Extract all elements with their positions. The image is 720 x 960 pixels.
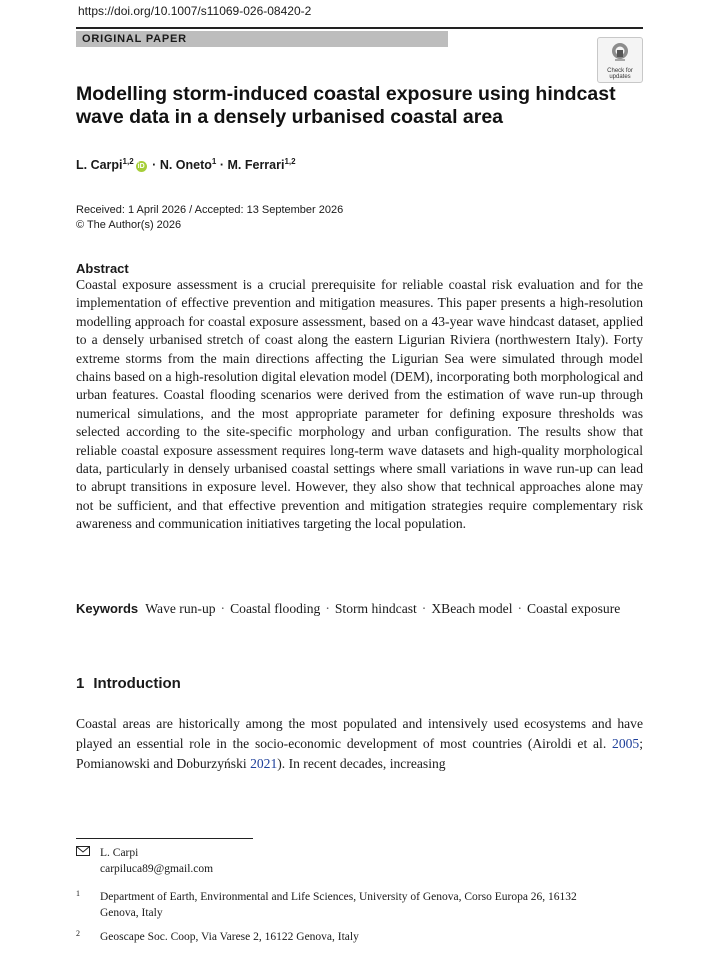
paper-type-band: ORIGINAL PAPER <box>76 31 448 47</box>
keyword-separator: · <box>421 601 427 616</box>
intro-text-middle: ; Pomianowski and Doburzyński <box>76 736 643 771</box>
keyword-item: Storm hindcast <box>334 601 417 616</box>
affiliation-mark: 2 <box>76 929 80 938</box>
author-list <box>76 157 296 172</box>
affiliation-text: Geoscape Soc. Coop, Via Varese 2, 16122 Genova, Italy <box>100 931 359 943</box>
header-rule <box>76 27 643 29</box>
section-title: Introduction <box>93 675 181 692</box>
section-heading-introduction <box>76 675 181 692</box>
corresponding-author-email[interactable]: carpiluca89@gmail.com <box>100 863 214 875</box>
intro-text-after: ). In recent decades, increasing <box>277 756 446 771</box>
corresponding-author <box>76 845 213 877</box>
abstract-text: Coastal exposure assessment is a crucial prerequisite for reliable coastal risk evaluation and for the implementation of effective prevention and mitigation measures. This paper presents a high-resolution modelling approach for coastal exposure assessment, based on a 43-year wave hindcast dataset, applied to a densely urbanised stretch of coast along the eastern Ligurian Riviera (northwestern Italy). Forty extreme storms from the main directions affecting the Ligurian Sea were simulated through model chains based on a high-resolution digital elevation model (DEM), incorporating both morphological and urban features. Coastal flooding scenarios were derived from the estimation of wave run-up through numerical simulations, and the most appropriate parameter for defining exposure thresholds was selected according to the site-specific morphology and urban configuration. The results show that reliable coastal exposure assessment requires long-term wave datasets and high-quality morphological data, particularly in densely urbanised coastal settings where small variations in wave run-up can lead to abrupt transitions in exposure level. However, they also show that technical approaches alone may not be sufficient, and that effective prevention and mitigation strategies require complementary risk awareness and communication initiatives targeting the local population. <box>76 277 643 532</box>
paper-title: Modelling storm-induced coastal exposure using hindcast wave data in a densely urbanised coastal area <box>76 83 616 128</box>
publication-dates <box>76 203 343 233</box>
citation-link[interactable]: 2005 <box>612 736 640 751</box>
author-name[interactable]: M. Ferrari <box>227 158 285 173</box>
author-separator: · <box>219 158 225 173</box>
corresponding-author-name: L. Carpi <box>100 847 139 859</box>
keyword-separator: · <box>220 601 226 616</box>
introduction-text <box>76 714 643 774</box>
author-separator: · <box>152 158 157 173</box>
affiliation-mark: 1 <box>76 889 80 898</box>
keywords-label: Keywords <box>76 601 139 616</box>
intro-text-before: Coastal areas are historically among the most populated and intensively used ecosystems and have played an essential role in the socio-economic development of most countries (Airoldi et al. <box>76 716 643 751</box>
keywords-section <box>76 599 643 618</box>
copyright-line: © The Author(s) 2026 <box>76 219 182 231</box>
envelope-icon <box>76 845 92 861</box>
author-affiliation-mark: 1,2 <box>122 157 134 166</box>
keyword-item: Coastal flooding <box>230 601 321 616</box>
received-accepted-dates: Received: 1 April 2026 / Accepted: 13 September 2026 <box>76 204 344 216</box>
citation-link[interactable]: 2021 <box>250 756 278 771</box>
doi-link[interactable]: https://doi.org/10.1007/s11069-026-08420-2 <box>78 4 312 18</box>
orcid-icon[interactable]: iD <box>137 163 145 171</box>
affiliation-2 <box>76 929 610 945</box>
author-name[interactable]: N. Oneto <box>159 158 212 173</box>
keyword-separator: · <box>325 601 330 616</box>
affiliation-1 <box>76 889 610 921</box>
author-affiliation-mark: 1 <box>211 157 217 166</box>
abstract-heading: Abstract <box>76 261 129 276</box>
check-for-updates-line1: Check for <box>607 68 633 74</box>
check-for-updates-badge[interactable] <box>597 37 643 83</box>
footnote-rule <box>76 838 253 839</box>
author-name[interactable]: L. Carpi <box>76 158 123 173</box>
keyword-item: XBeach model <box>431 601 513 616</box>
keyword-separator: · <box>517 601 523 616</box>
keyword-item: Wave run-up <box>145 601 216 616</box>
author-affiliation-mark: 1,2 <box>284 157 296 166</box>
affiliation-text: Department of Earth, Environmental and Life Sciences, University of Genova, Corso Europa 26, 16132 Genova, Italy <box>100 891 577 919</box>
check-for-updates-line2: updates <box>609 74 631 80</box>
check-for-updates-icon <box>610 41 630 68</box>
section-number: 1 <box>76 675 85 692</box>
keyword-item: Coastal exposure <box>527 601 621 616</box>
